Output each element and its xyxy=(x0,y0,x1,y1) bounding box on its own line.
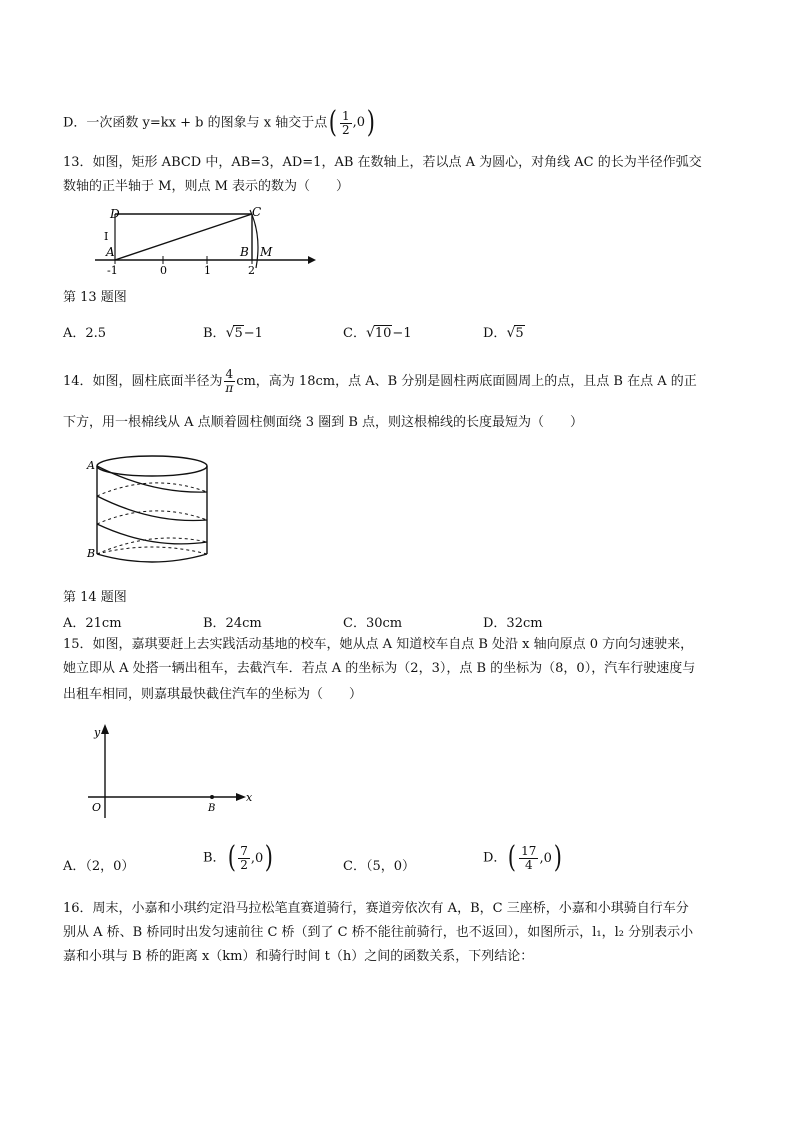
q13-label-A: A xyxy=(106,245,115,259)
q14-frac-den: π xyxy=(225,381,234,395)
q13-label-C: C xyxy=(252,205,262,219)
q13-option-d-rad: 5 xyxy=(515,326,524,341)
q13-axis-arrow xyxy=(308,256,316,264)
q15-option-b: B． ( $\frac{7}{2}$ ,0 ) xyxy=(203,840,274,875)
q15-option-c: C．（5，0） xyxy=(343,859,415,874)
q15-figure xyxy=(80,722,260,822)
q15-option-b-num: 7 xyxy=(240,843,248,858)
q15-point-B xyxy=(210,795,214,799)
q14-caption: 第 14 题图 xyxy=(63,590,127,605)
q15-label-y: y xyxy=(94,726,101,739)
q14-thread-2-back xyxy=(97,511,207,524)
q15-label-O: O xyxy=(92,801,102,814)
q14-bottom-front xyxy=(97,554,207,562)
q13-stem-line2: 数轴的正半轴于 M，则点 M 表示的数为（ ） xyxy=(63,179,350,194)
q13-diagonal xyxy=(115,214,252,260)
q14-thread-3 xyxy=(97,524,207,544)
q12-option-d-point: ( $\frac{1}{2}$ ,0 ) xyxy=(328,105,375,140)
q15-option-d: D． ( $\frac{17}{4}$ ,0 ) xyxy=(483,840,562,875)
q15-label-B: B xyxy=(208,803,216,814)
q15-stem-line2: 她立即从 A 处搭一辆出租车，去截汽车．若点 A 的坐标为（2，3），点 B 的坐标为（8，0），汽车行驶速度与 xyxy=(63,661,696,676)
q15-option-b-den: 2 xyxy=(240,857,248,872)
q13-stem-line1: 13．如图，矩形 ABCD 中，AB=3，AD=1，AB 在数轴上，若以点 A 为圆心，对角线 AC 的长为半径作弧交 xyxy=(63,155,702,170)
q15-option-b-tail: ,0 xyxy=(250,850,264,866)
q13-tick-label-2: 2 xyxy=(248,264,255,277)
q13-option-c-rad: 10 xyxy=(374,326,392,341)
q14-option-d: D．32cm xyxy=(483,616,543,631)
q13-option-b-prefix: B． xyxy=(203,326,226,341)
q13-label-B: B xyxy=(240,245,249,259)
q14-top-ellipse xyxy=(97,456,207,476)
q13-option-c-prefix: C． xyxy=(343,326,366,341)
q15-option-d-prefix: D． xyxy=(483,850,507,866)
q15-label-x: x xyxy=(246,791,253,804)
q14-line1-pre: 14．如图，圆柱底面半径为 xyxy=(63,374,223,389)
q12-frac-den: 2 xyxy=(341,122,350,137)
q12-option-d-text: D．一次函数 y=kx + b 的图象与 x 轴交于点 xyxy=(63,115,328,131)
q14-line1-post: cm，高为 18cm，点 A、B 分别是圆柱两底面圆周上的点，且点 B 在点 A 的正 xyxy=(236,374,697,389)
q13-label-D: D xyxy=(110,207,120,221)
q13-option-d: D．√5 xyxy=(483,325,524,341)
q15-x-arrow xyxy=(236,793,246,801)
q13-option-b-tail: −1 xyxy=(243,326,263,341)
q16-stem-line3: 嘉和小琪与 B 桥的距离 x（km）和骑行时间 t（h）之间的函数关系，下列结论： xyxy=(63,949,534,964)
q13-label-side: I xyxy=(104,230,109,243)
q14-frac-num: 4 xyxy=(225,367,234,381)
q14-thread-2 xyxy=(97,496,207,521)
q14-option-b: B．24cm xyxy=(203,616,262,631)
q13-caption: 第 13 题图 xyxy=(63,290,127,305)
q13-tick-label-1: 1 xyxy=(204,264,211,277)
q13-tick-label-0: 0 xyxy=(160,264,167,277)
q14-figure xyxy=(85,446,220,576)
q14-stem-line2: 下方，用一根棉线从 A 点顺着圆柱侧面绕 3 圈到 B 点，则这根棉线的长度最短为（ ） xyxy=(63,415,584,430)
q12-frac-num: 1 xyxy=(341,108,350,123)
q15-option-a: A．（2，0） xyxy=(63,859,135,874)
q13-label-M: M xyxy=(260,245,273,259)
q14-bottom-back xyxy=(97,547,207,554)
q15-option-d-den: 4 xyxy=(524,857,533,872)
q15-y-arrow xyxy=(101,724,109,734)
q15-stem-line1: 15．如图，嘉琪要赶上去实践活动基地的校车，她从点 A 知道校车自点 B 处沿 x 轴向原点 0 方向匀速驶来， xyxy=(63,637,694,652)
q15-option-b-prefix: B． xyxy=(203,850,226,866)
q14-thread-1 xyxy=(97,466,207,492)
q14-option-a: A．21cm xyxy=(63,616,122,631)
q13-option-c: C．√10−1 xyxy=(343,325,412,341)
q12-option-d xyxy=(63,105,377,140)
q14-label-B: B xyxy=(87,547,96,560)
q14-label-A: A xyxy=(87,459,95,472)
q15-stem-line3: 出租车相同，则嘉琪最快截住汽车的坐标为（ ） xyxy=(63,687,363,702)
q12-point-tail: ,0 xyxy=(352,115,365,130)
q14-thread-3-back xyxy=(97,538,207,554)
q13-option-d-prefix: D． xyxy=(483,326,507,341)
q15-option-d-tail: ,0 xyxy=(539,850,552,866)
q14-option-c: C．30cm xyxy=(343,616,403,631)
q16-stem-line2: 别从 A 桥、B 桥同时出发匀速前往 C 桥（到了 C 桥不能往前骑行，也不返回），如图所示，l₁，l₂ 分别表示小 xyxy=(63,925,694,940)
q13-option-c-tail: −1 xyxy=(392,326,412,341)
q16-stem-line1: 16．周末，小嘉和小琪约定沿马拉松笔直赛道骑行，赛道旁依次有 A，B，C 三座桥，小嘉和小琪骑自行车分 xyxy=(63,901,689,916)
q13-option-b-rad: 5 xyxy=(234,326,243,341)
q13-figure xyxy=(90,198,320,282)
q15-option-d-num: 17 xyxy=(521,843,537,858)
q13-option-b: B．√5−1 xyxy=(203,325,263,341)
q13-tick-label-neg1: -1 xyxy=(107,264,118,277)
q14-thread-1-back xyxy=(97,483,207,496)
q14-stem-line1 xyxy=(63,368,697,395)
q13-option-a: A．2.5 xyxy=(63,326,107,341)
